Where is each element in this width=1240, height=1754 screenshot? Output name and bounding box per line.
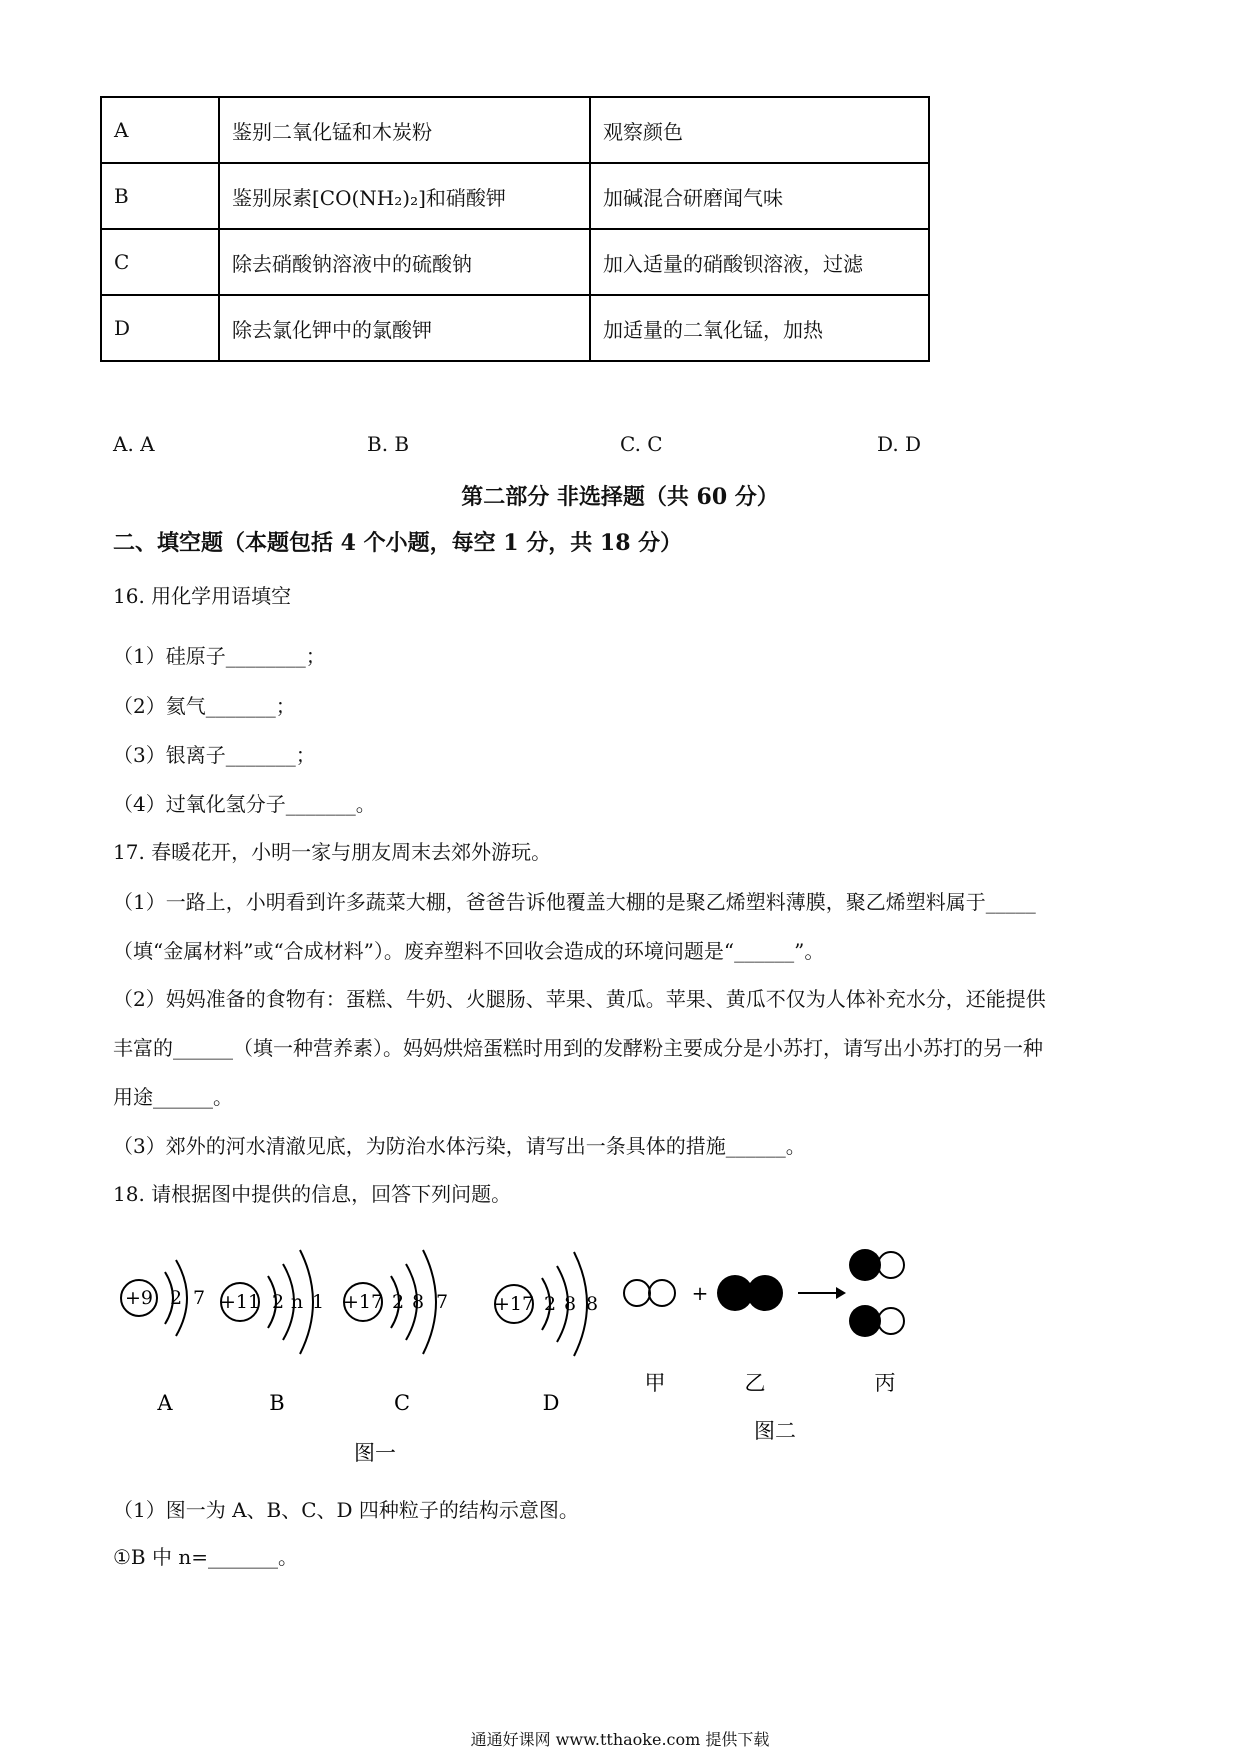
q16-item-2: （2）氦气_______；	[113, 694, 296, 718]
molecule-bing-black-atom-2	[849, 1305, 881, 1337]
choice-d: D. D	[877, 432, 922, 456]
q17-line-3: （2）妈妈准备的食物有：蛋糕、牛奶、火腿肠、苹果、黄瓜。苹果、黄瓜不仅为人体补充水分，还能提供	[113, 987, 1046, 1011]
method-cell: 加适量的二氧化锰，加热	[590, 295, 929, 361]
atom-d-shell-2: 8	[563, 1293, 577, 1315]
figure2-caption: 图二	[754, 1419, 796, 1443]
option-cell: A	[101, 97, 219, 163]
q17-line-5: 用途______。	[113, 1085, 233, 1109]
table-row	[101, 295, 929, 361]
atom-d-shell-1: 2	[543, 1293, 557, 1315]
method-cell: 观察颜色	[590, 97, 929, 163]
table-row	[101, 229, 929, 295]
q16-item-4: （4）过氧化氢分子_______。	[113, 792, 376, 816]
q18-sub1a: ①B 中 n=_______。	[113, 1545, 298, 1569]
atom-structure-figures	[0, 1220, 1240, 1480]
atom-a-shell-2: 7	[192, 1287, 206, 1309]
atom-c-shell-2: 8	[411, 1291, 425, 1313]
q17-line-6: （3）郊外的河水清澈见底，为防治水体污染，请写出一条具体的措施______。	[113, 1134, 806, 1158]
atom-b-label: B	[269, 1391, 285, 1415]
q18-sub1: （1）图一为 A、B、C、D 四种粒子的结构示意图。	[113, 1498, 579, 1522]
reaction-plus: +	[691, 1281, 709, 1305]
q16-item-3: （3）银离子_______；	[113, 743, 316, 767]
purpose-cell: 鉴别二氧化锰和木炭粉	[219, 97, 590, 163]
reaction-arrow-head	[836, 1287, 846, 1299]
atom-b-shell-3: 1	[311, 1291, 325, 1313]
option-cell: B	[101, 163, 219, 229]
atom-c-nucleus: +17	[342, 1291, 384, 1313]
options-table	[100, 96, 930, 362]
q17-line-2: （填“金属材料”或“合成材料”）。废弃塑料不回收会造成的环境问题是“______”。	[113, 939, 825, 963]
page-footer: 通通好课网 www.tthaoke.com 提供下载	[470, 1730, 770, 1749]
atom-b-nucleus: +11	[219, 1291, 261, 1313]
atom-c-label: C	[393, 1391, 411, 1415]
q16-item-1: （1）硅原子________；	[113, 644, 326, 668]
choice-a: A. A	[113, 432, 155, 456]
atom-d-label: D	[542, 1391, 560, 1415]
molecule-yi-label: 乙	[744, 1371, 766, 1395]
option-cell: D	[101, 295, 219, 361]
molecule-jia-atom-1	[624, 1280, 650, 1306]
method-cell: 加碱混合研磨闻气味	[590, 163, 929, 229]
molecule-bing-white-atom-2	[878, 1308, 904, 1334]
q16-stem: 16. 用化学用语填空	[113, 584, 292, 608]
q17-line-4: 丰富的______（填一种营养素）。妈妈烘焙蛋糕时用到的发酵粉主要成分是小苏打，请写出小苏打的另一种	[113, 1036, 1043, 1060]
molecule-yi-atom-2	[747, 1275, 783, 1311]
part2-title: 第二部分 非选择题（共 60 分）	[461, 484, 779, 510]
atom-c-shell-1: 2	[391, 1291, 405, 1313]
atom-a-label: A	[157, 1391, 173, 1415]
atom-b-shell-1: 2	[271, 1291, 285, 1313]
molecule-jia-atom-2	[649, 1280, 675, 1306]
table-row	[101, 163, 929, 229]
choice-c: C. C	[620, 432, 663, 456]
atom-a-nucleus: +9	[124, 1287, 154, 1309]
molecule-jia-label: 甲	[644, 1371, 666, 1395]
purpose-cell: 除去氯化钾中的氯酸钾	[219, 295, 590, 361]
figure1-caption: 图一	[354, 1441, 396, 1465]
choice-b: B. B	[367, 432, 410, 456]
atom-b-shell-2: n	[290, 1291, 304, 1313]
atom-a-shell-1: 2	[169, 1287, 183, 1309]
molecule-bing-white-atom-1	[878, 1252, 904, 1278]
atom-d-nucleus: +17	[493, 1293, 535, 1315]
atom-d-shell-3: 8	[585, 1293, 599, 1315]
purpose-cell: 除去硝酸钠溶液中的硫酸钠	[219, 229, 590, 295]
section2-title: 二、填空题（本题包括 4 个小题，每空 1 分，共 18 分）	[113, 530, 683, 556]
purpose-cell: 鉴别尿素[CO(NH₂)₂]和硝酸钾	[219, 163, 590, 229]
molecule-bing-black-atom-1	[849, 1249, 881, 1281]
q18-stem: 18. 请根据图中提供的信息，回答下列问题。	[113, 1182, 512, 1206]
q17-stem: 17. 春暖花开，小明一家与朋友周末去郊外游玩。	[113, 840, 552, 864]
table-row	[101, 97, 929, 163]
q17-line-1: （1）一路上，小明看到许多蔬菜大棚，爸爸告诉他覆盖大棚的是聚乙烯塑料薄膜，聚乙烯塑料属于_____	[113, 890, 1036, 914]
atom-c-shell-3: 7	[435, 1291, 449, 1313]
method-cell: 加入适量的硝酸钡溶液，过滤	[590, 229, 929, 295]
molecule-bing-label: 丙	[874, 1371, 896, 1395]
option-cell: C	[101, 229, 219, 295]
